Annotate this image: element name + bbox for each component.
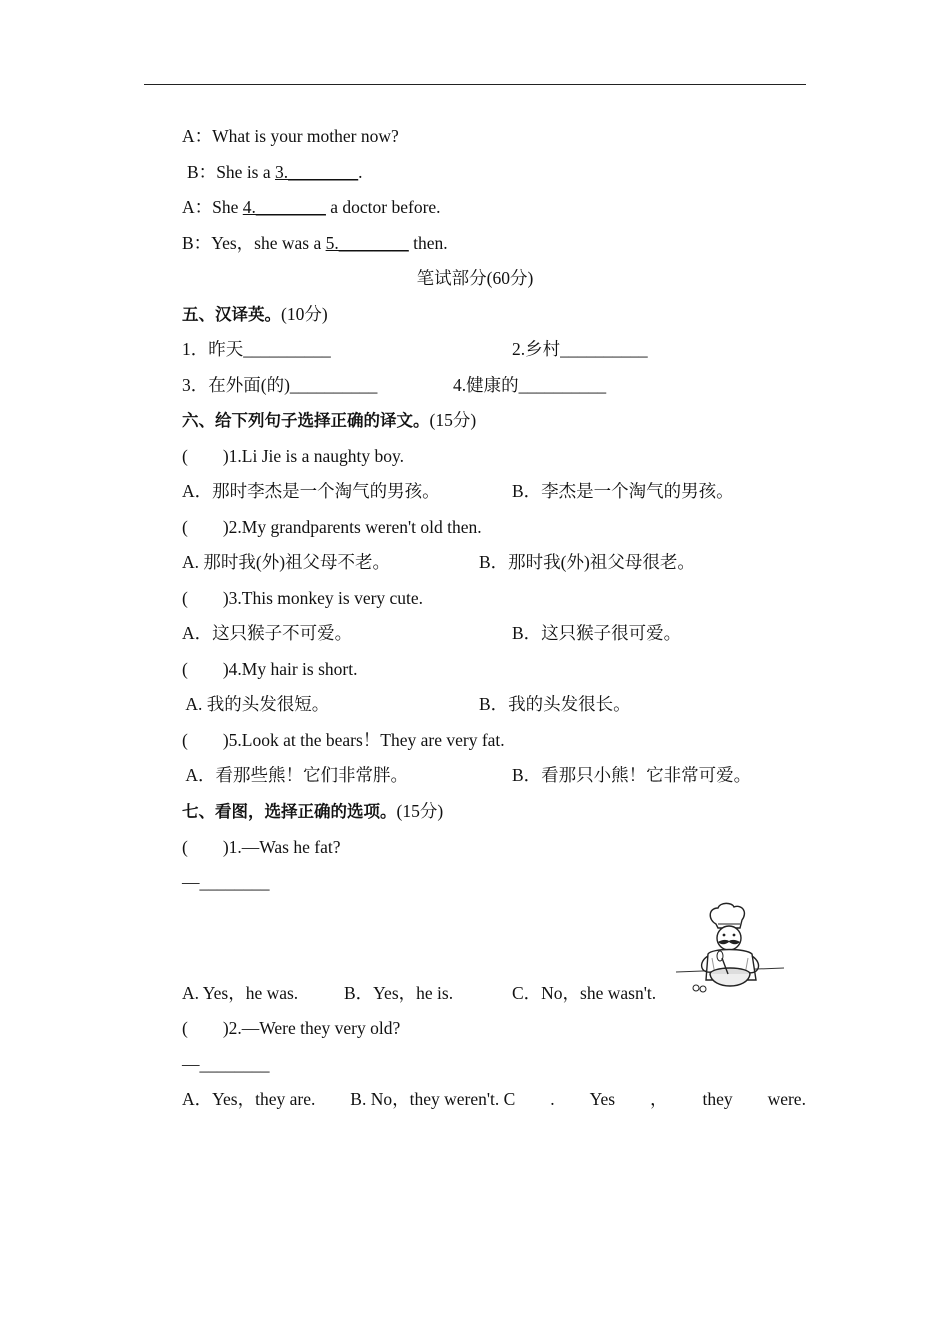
chef-illustration <box>672 902 796 1002</box>
sec7-q2-option-c-part[interactable]: ， <box>650 1089 668 1109</box>
sec6-q3-option-a[interactable]: A．这只猴子不可爱。 <box>182 623 353 643</box>
header-rule <box>144 84 806 85</box>
sec6-q3-option-b[interactable]: B．这只猴子很可爱。 <box>512 623 682 643</box>
sec5-item-1[interactable]: 1．昨天__________ <box>182 339 331 359</box>
sec7-q2-options <box>182 1087 806 1111</box>
sec6-question-1[interactable]: ( )1.Li Jie is a naughty boy. <box>182 446 404 466</box>
section-7-heading: 七、看图，选择正确的选项。(15分) <box>182 801 444 821</box>
sec6-q4-option-b[interactable]: B．我的头发很长。 <box>479 694 631 714</box>
sec6-q2-option-a[interactable]: A. 那时我(外)祖父母不老。 <box>182 552 391 572</box>
blank-4[interactable]: 4.________ <box>242 197 326 217</box>
sec7-question-1[interactable]: ( )1.—Was he fat? <box>182 837 341 857</box>
written-part-title: 笔试部分(60分) <box>416 268 534 288</box>
dialogue-line-1: A：What is your mother now? <box>182 126 399 146</box>
blank-3[interactable]: 3.________ <box>275 162 359 182</box>
sec7-q2-option-a[interactable]: A．Yes，they are. <box>182 1089 316 1109</box>
sec7-q2-answer-blank[interactable]: —________ <box>182 1054 270 1074</box>
sec7-q2-option-c-part[interactable]: they <box>702 1089 733 1109</box>
sec6-question-5[interactable]: ( )5.Look at the bears！They are very fat. <box>182 730 505 750</box>
dialogue-line-2: B：She is a 3.________. <box>187 162 363 182</box>
blank-5[interactable]: 5.________ <box>325 233 409 253</box>
sec7-q2-option-c-part[interactable]: Yes <box>589 1089 616 1109</box>
dialogue-line-3: A：She 4.________ a doctor before. <box>182 197 441 217</box>
sec6-q4-option-a[interactable]: A. 我的头发很短。 <box>182 694 330 714</box>
dialogue-line-4: B：Yes，she was a 5.________ then. <box>182 233 448 253</box>
sec6-q5-option-b[interactable]: B．看那只小熊！它非常可爱。 <box>512 765 752 785</box>
sec7-q2-option-c-part[interactable]: . <box>550 1089 555 1109</box>
sec6-q1-option-a[interactable]: A．那时李杰是一个淘气的男孩。 <box>182 481 440 501</box>
sec6-q2-option-b[interactable]: B．那时我(外)祖父母很老。 <box>479 552 695 572</box>
sec6-q1-option-b[interactable]: B．李杰是一个淘气的男孩。 <box>512 481 734 501</box>
sec7-q1-option-b[interactable]: B．Yes，he is. <box>344 983 454 1003</box>
sec6-q5-option-a[interactable]: A．看那些熊！它们非常胖。 <box>182 765 409 785</box>
sec5-item-2[interactable]: 2.乡村__________ <box>512 339 648 359</box>
sec7-q1-option-c[interactable]: C．No，she wasn't. <box>512 983 657 1003</box>
sec7-q1-answer-blank[interactable]: —________ <box>182 872 270 892</box>
sec7-question-2[interactable]: ( )2.—Were they very old? <box>182 1018 401 1038</box>
section-6-heading: 六、给下列句子选择正确的译文。(15分) <box>182 410 477 430</box>
sec7-q2-option-c-part[interactable]: were. <box>767 1089 806 1109</box>
section-5-heading: 五、汉译英。(10分) <box>182 304 328 324</box>
sec7-q2-option-b[interactable]: B. No，they weren't. C <box>350 1089 516 1109</box>
sec5-item-3[interactable]: 3．在外面(的)__________ <box>182 375 378 395</box>
sec6-question-3[interactable]: ( )3.This monkey is very cute. <box>182 588 424 608</box>
sec6-question-2[interactable]: ( )2.My grandparents weren't old then. <box>182 517 482 537</box>
sec5-item-4[interactable]: 4.健康的__________ <box>453 375 607 395</box>
sec7-q1-option-a[interactable]: A. Yes，he was. <box>182 983 299 1003</box>
sec6-question-4[interactable]: ( )4.My hair is short. <box>182 659 358 679</box>
